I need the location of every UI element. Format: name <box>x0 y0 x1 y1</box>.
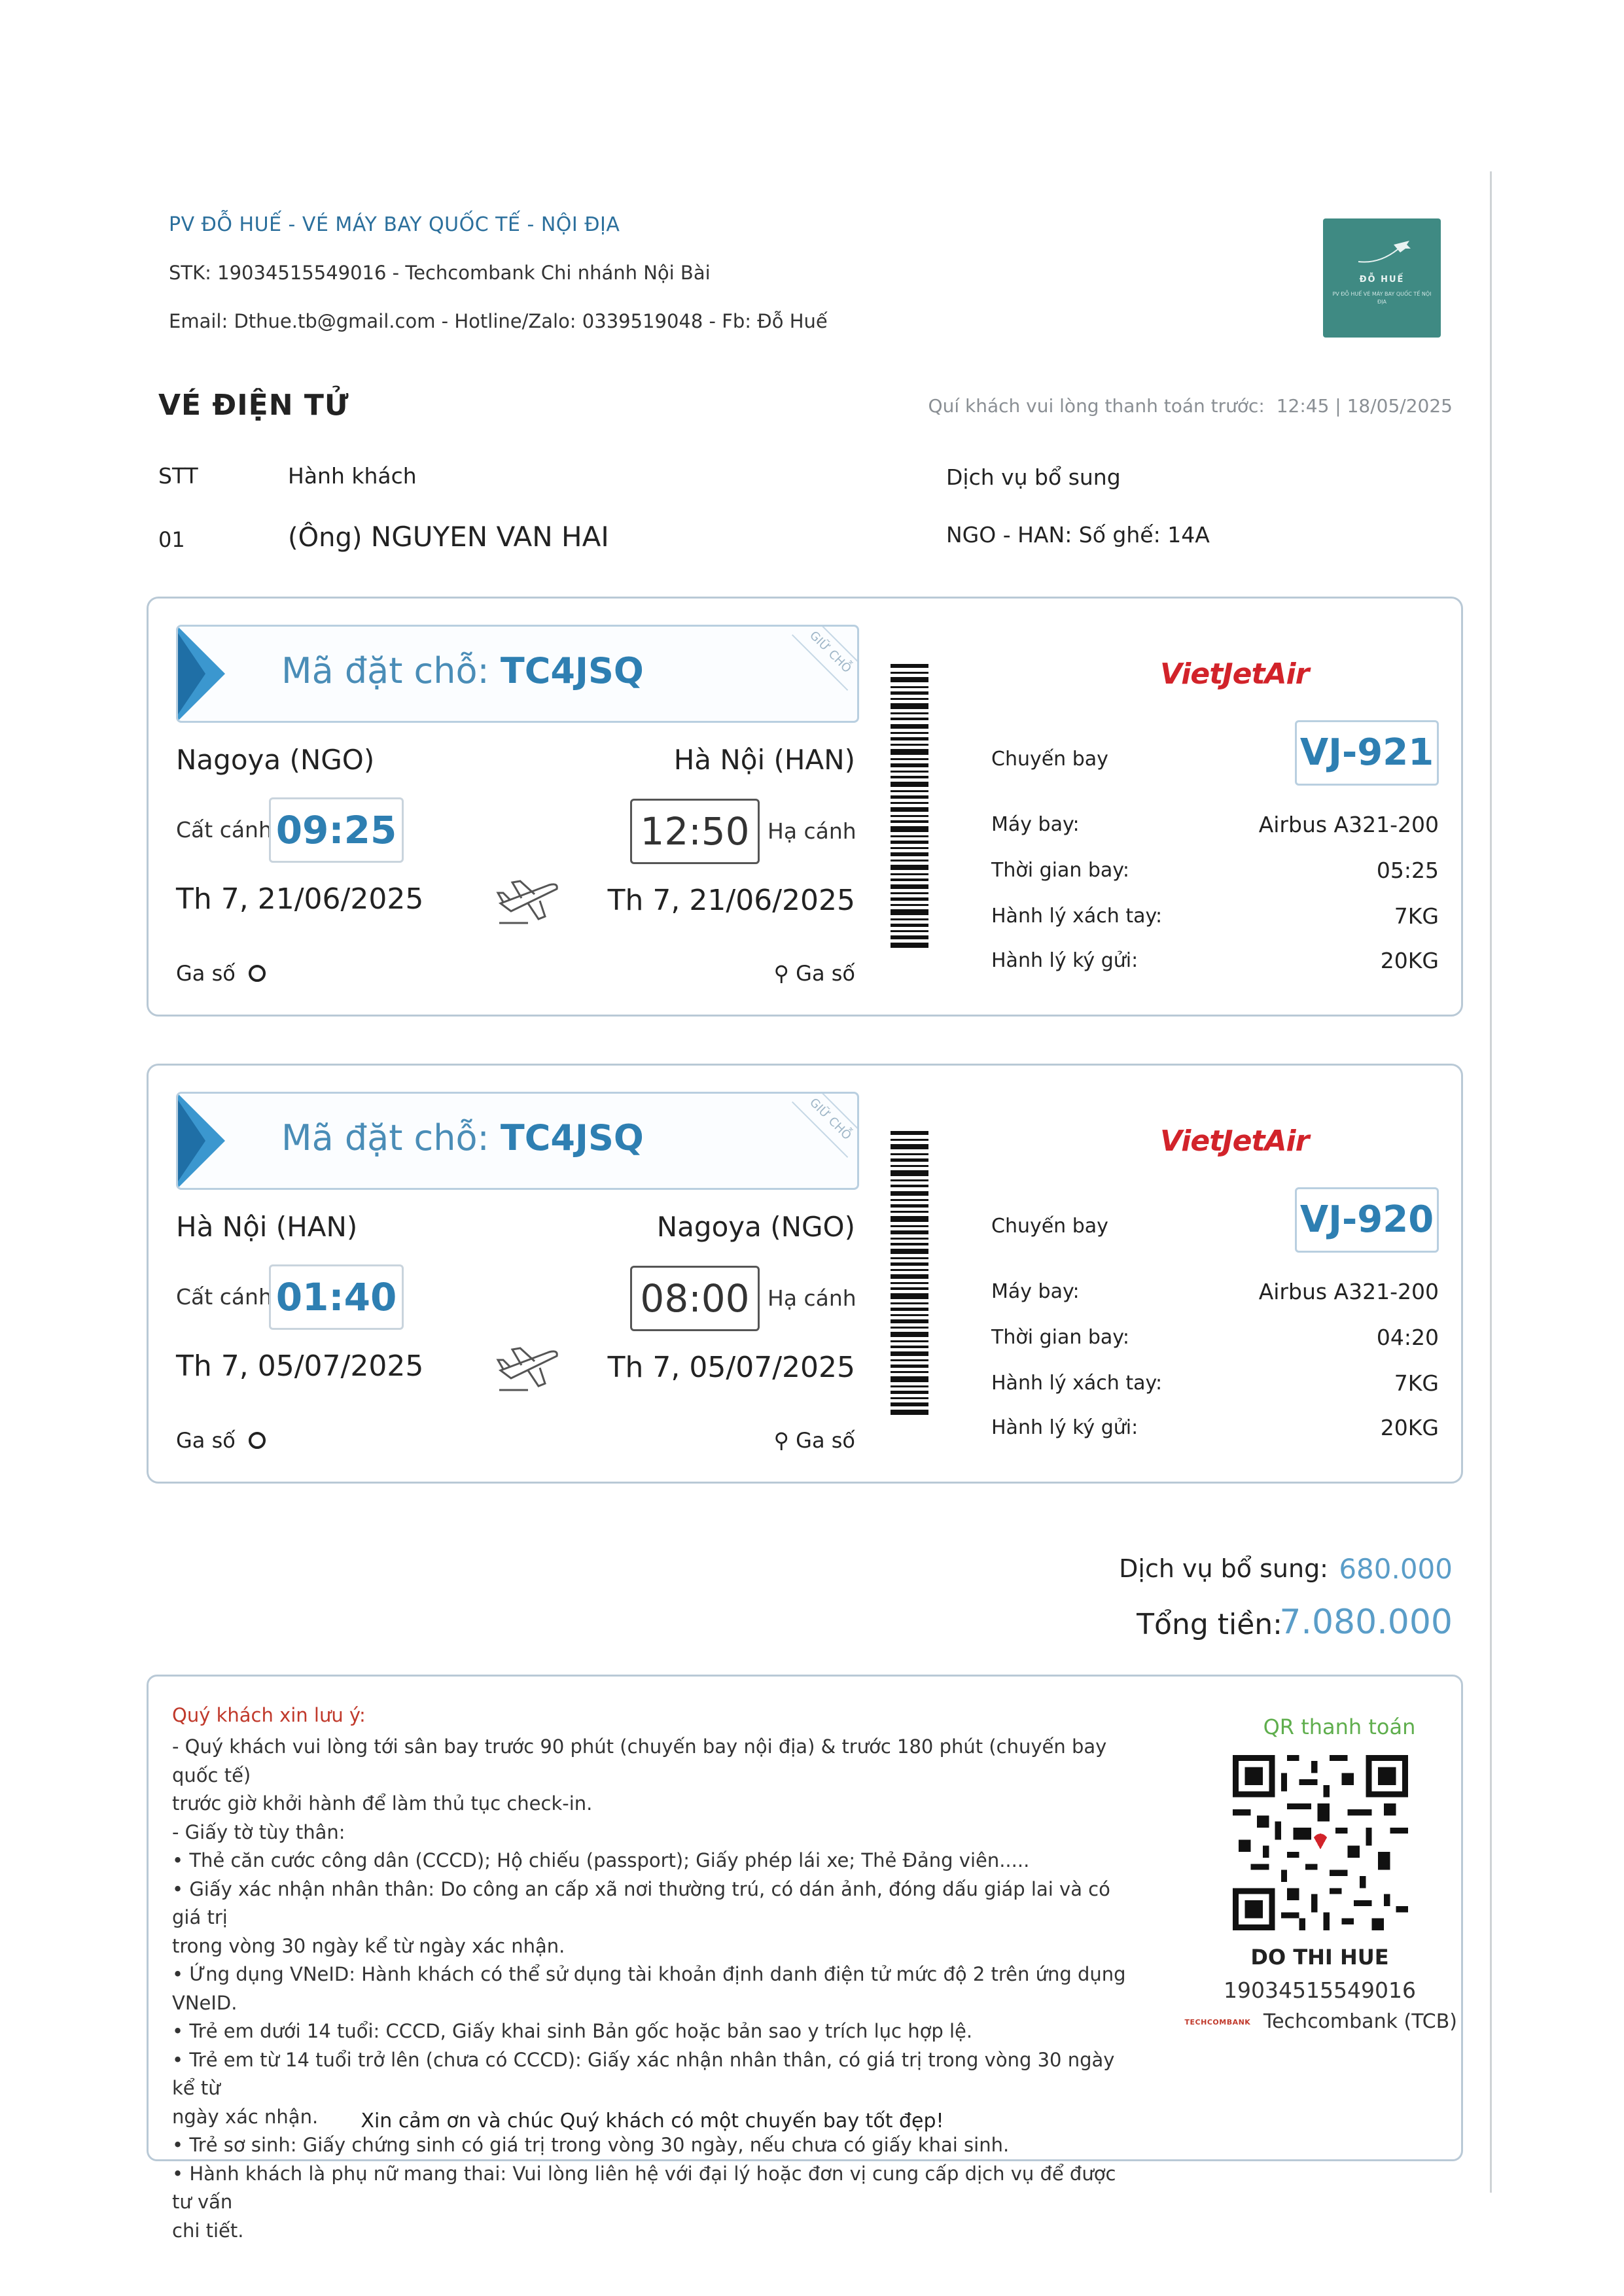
note-line: • Trẻ em dưới 14 tuổi: CCCD, Giấy khai sinh Bản gốc hoặc bản sao y trích lục hợp lệ. <box>172 2020 973 2042</box>
bank-name-text: Techcombank (TCB) <box>1263 2010 1457 2033</box>
gate-label: Ga số <box>176 1428 236 1453</box>
carry-on-value: 7KG <box>1394 903 1439 929</box>
passenger-service: NGO - HAN: Số ghế: 14A <box>946 522 1210 548</box>
barcode <box>891 664 928 948</box>
bank-account-line: STK: 19034515549016 - Techcombank Chi nhánh Nội Bài <box>169 262 711 284</box>
extra-service-total: 680.000 <box>1339 1553 1453 1585</box>
notes-title: Quý khách xin lưu ý: <box>172 1704 366 1726</box>
extra-service-label: Dịch vụ bổ sung: <box>1119 1554 1328 1583</box>
passenger-fullname: NGUYEN VAN HAI <box>370 521 609 553</box>
barcode <box>891 1131 928 1415</box>
duration-label: Thời gian bay: <box>991 1326 1129 1349</box>
depart-time: 09:25 <box>269 797 404 863</box>
payment-deadline-value: 12:45 | 18/05/2025 <box>1276 395 1453 417</box>
note-line: - Quý khách vui lòng tới sân bay trước 90 phút (chuyến bay nội địa) & trước 180 phút (chuyến bay quốc tế) <box>172 1735 1107 1786</box>
checked-baggage-value: 20KG <box>1380 1415 1439 1440</box>
hold-stamp: GIỮ CHỖ <box>792 625 859 691</box>
flight-number: VJ-920 <box>1295 1187 1439 1253</box>
flight-label: Chuyến bay <box>991 1215 1108 1238</box>
depart-label: Cất cánh <box>176 1284 272 1310</box>
airline-logo: VietJetAir <box>1160 657 1309 691</box>
grand-total-value: 7.080.000 <box>1279 1603 1453 1642</box>
booking-bar <box>176 1092 859 1190</box>
note-line: • Giấy xác nhận nhân thân: Do công an cấp xã nơi thường trú, có dán ảnh, đóng dấu giáp lai và có giá trị <box>172 1877 1110 1928</box>
plane-icon <box>493 873 565 926</box>
passenger-name <box>288 521 609 553</box>
location-pin-icon: ⚲ <box>773 1428 789 1453</box>
payment-qr-code <box>1233 1755 1408 1930</box>
depart-gate <box>176 1428 266 1453</box>
arrive-label: Hạ cánh <box>768 818 856 844</box>
carry-on-label: Hành lý xách tay: <box>991 1372 1163 1395</box>
arrival-gate <box>774 1428 855 1453</box>
logo-plane-icon <box>1354 235 1413 268</box>
aircraft-label: Máy bay: <box>991 813 1080 836</box>
notes-panel <box>147 1675 1463 2242</box>
col-stt: STT <box>158 463 198 489</box>
duration-label: Thời gian bay: <box>991 859 1129 882</box>
depart-gate <box>176 961 266 986</box>
col-extra-service: Dịch vụ bổ sung <box>946 464 1121 490</box>
booking-arrow-icon <box>178 1094 229 1188</box>
depart-label: Cất cánh <box>176 817 272 843</box>
contact-line: Email: Dthue.tb@gmail.com - Hotline/Zalo: 0339519048 - Fb: Đỗ Huế <box>169 310 828 332</box>
passenger-stt: 01 <box>158 527 185 552</box>
arrive-label: Hạ cánh <box>768 1285 856 1311</box>
note-line: ngày xác nhận. <box>172 2105 319 2128</box>
note-line: • Hành khách là phụ nữ mang thai: Vui lòng liên hệ với đại lý hoặc đơn vị cung cấp dịch vụ để được tư vấn <box>172 2162 1116 2213</box>
booking-code <box>281 1117 644 1158</box>
note-line: • Thẻ căn cước công dân (CCCD); Hộ chiếu (passport); Giấy phép lái xe; Thẻ Đảng viên..... <box>172 1849 1030 1871</box>
account-holder-name: DO THI HUE <box>1250 1945 1389 1970</box>
techcombank-logo: TECHCOMBANK <box>1184 2018 1251 2026</box>
airline-logo: VietJetAir <box>1160 1124 1309 1158</box>
agency-name: PV ĐỖ HUẾ - VÉ MÁY BAY QUỐC TẾ - NỘI ĐỊA <box>169 213 620 236</box>
agency-logo <box>1323 218 1441 338</box>
booking-label: Mã đặt chỗ: <box>281 1117 489 1158</box>
checked-baggage-label: Hành lý ký gửi: <box>991 1416 1139 1439</box>
note-line: • Trẻ sơ sinh: Giấy chứng sinh có giá trị trong vòng 30 ngày, nếu chưa có giấy khai sinh. <box>172 2134 1010 2156</box>
note-line: trong vòng 30 ngày kể từ ngày xác nhận. <box>172 1934 565 1957</box>
flight-card-outbound <box>147 597 1463 1017</box>
booking-code-value: TC4JSQ <box>500 1117 644 1158</box>
note-line: chi tiết. <box>172 2219 244 2242</box>
flight-card-return <box>147 1064 1463 1484</box>
arrival-gate <box>774 961 855 986</box>
arrival-date: Th 7, 21/06/2025 <box>607 884 855 917</box>
booking-bar <box>176 625 859 723</box>
aircraft-value: Airbus A321-200 <box>1258 1279 1439 1304</box>
arrival-date: Th 7, 05/07/2025 <box>607 1351 855 1384</box>
booking-code-value: TC4JSQ <box>500 650 644 691</box>
carry-on-value: 7KG <box>1394 1370 1439 1396</box>
note-line: - Giấy tờ tùy thân: <box>172 1820 345 1843</box>
origin-city: Hà Nội (HAN) <box>176 1211 358 1243</box>
arrival-time: 12:50 <box>630 799 760 864</box>
destination-city: Nagoya (NGO) <box>656 1211 855 1243</box>
depart-date: Th 7, 05/07/2025 <box>176 1349 424 1383</box>
booking-arrow-icon <box>178 627 229 721</box>
flight-number: VJ-921 <box>1295 720 1439 786</box>
notes-body <box>172 1733 1140 2245</box>
depart-time: 01:40 <box>269 1264 404 1330</box>
hold-stamp: GIỮ CHỖ <box>792 1092 859 1158</box>
passenger-title: (Ông) <box>288 523 362 553</box>
grand-total-label: Tổng tiền: <box>1137 1608 1282 1641</box>
note-line: • Ứng dụng VNeID: Hành khách có thể sử dụng tài khoản định danh điện tử mức độ 2 trên ứng dụng VNeID. <box>172 1963 1126 2014</box>
payment-deadline-label: Quí khách vui lòng thanh toán trước: <box>928 395 1265 417</box>
checked-baggage-label: Hành lý ký gửi: <box>991 949 1139 972</box>
page-edge-line <box>1490 171 1492 2193</box>
thank-you-message: Xin cảm ơn và chúc Quý khách có một chuyến bay tốt đẹp! <box>361 2110 944 2132</box>
gate-label: Ga số <box>176 961 236 986</box>
note-line: trước giờ khởi hành để làm thủ tục check-in. <box>172 1792 593 1815</box>
logo-subtext: PV ĐỖ HUẾ VÉ MÁY BAY QUỐC TẾ NỘI ĐỊA <box>1332 291 1432 305</box>
qr-title: QR thanh toán <box>1263 1714 1416 1739</box>
gate-circle-icon <box>249 1432 266 1449</box>
col-passenger: Hành khách <box>288 463 417 489</box>
carry-on-label: Hành lý xách tay: <box>991 905 1163 928</box>
gate-label: Ga số <box>796 1428 855 1453</box>
aircraft-value: Airbus A321-200 <box>1258 812 1439 837</box>
checked-baggage-value: 20KG <box>1380 948 1439 973</box>
booking-label: Mã đặt chỗ: <box>281 650 489 691</box>
flight-label: Chuyến bay <box>991 748 1108 771</box>
gate-label: Ga số <box>796 961 855 986</box>
logo-text: ĐỖ HUẾ <box>1359 275 1405 285</box>
note-line: • Trẻ em từ 14 tuổi trở lên (chưa có CCCD): Giấy xác nhận nhân thân, có giá trị trong vòng 30 ngày kể từ <box>172 2048 1115 2099</box>
bank-name <box>1182 2010 1457 2033</box>
destination-city: Hà Nội (HAN) <box>673 744 855 776</box>
duration-value: 05:25 <box>1376 858 1439 883</box>
account-number: 19034515549016 <box>1224 1977 1416 2003</box>
duration-value: 04:20 <box>1376 1325 1439 1350</box>
location-pin-icon: ⚲ <box>773 961 789 986</box>
arrival-time: 08:00 <box>630 1266 760 1331</box>
origin-city: Nagoya (NGO) <box>176 744 375 776</box>
booking-code <box>281 650 644 691</box>
gate-circle-icon <box>249 965 266 982</box>
depart-date: Th 7, 21/06/2025 <box>176 882 424 916</box>
plane-icon <box>493 1340 565 1393</box>
payment-deadline <box>928 395 1453 417</box>
aircraft-label: Máy bay: <box>991 1280 1080 1303</box>
eticket-title: VÉ ĐIỆN TỬ <box>158 389 349 422</box>
